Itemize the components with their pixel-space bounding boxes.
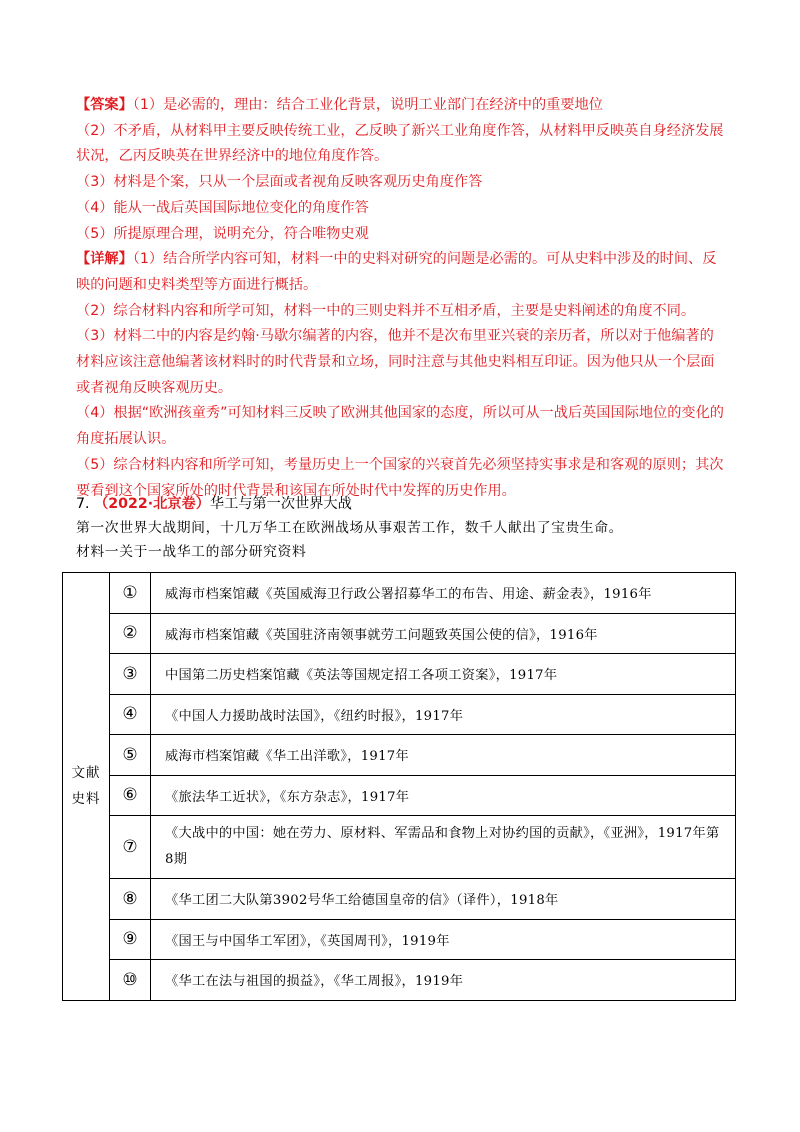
row-text: 《华工团二大队第3902号华工给德国皇帝的信》（译件），1918年 [151,879,736,920]
category-cell [63,573,110,1001]
category-label: 文献史料 [71,765,101,808]
row-number: ⑦ [110,816,151,879]
detail-4: （4）根据“欧洲孩童秀”可知材料三反映了欧洲其他国家的态度，所以可从一战后英国国际地位的变化的角度拓展认识。 [76,405,724,448]
materials-table [62,572,736,1001]
question-intro: 第一次世界大战期间，十几万华工在欧洲战场从事艰苦工作，数千人献出了宝贵生命。 [76,520,624,536]
question-heading [76,492,726,516]
row-text: 《国王与中国华工军团》，《英国周刊》，1919年 [151,919,736,960]
row-text: 《中国人力援助战时法国》，《纽约时报》，1917年 [151,694,736,735]
answer-tag: 【答案】 [76,97,133,113]
table-row [63,654,736,695]
row-number: ⑩ [110,960,151,1001]
question-7 [76,492,726,564]
row-text: 中国第二历史档案馆藏《英法等国规定招工各项工资案》，1917年 [151,654,736,695]
detail-tag: 【详解】 [76,251,133,268]
answer-5: （5）所提原理合理，说明充分，符合唯物史观 [76,225,369,242]
detail-2: （2）综合材料内容和所学可知，材料一中的三则史料并不互相矛盾，主要是史料阐述的角度不同。 [76,302,696,319]
row-text: 威海市档案馆藏《英国威海卫行政公署招募华工的布告、用途、薪金表》，1916年 [151,573,736,614]
detail-5: （5）综合材料内容和所学可知，考量历史上一个国家的兴衰首先必须坚持实事求是和客观的原则；其次要看到这个国家所处的时代背景和该国在所处时代中发挥的历史作用。 [76,456,724,499]
answer-2: （2）不矛盾，从材料甲主要反映传统工业，乙反映了新兴工业角度作答，从材料甲反映英自身经济发展状况，乙丙反映英在世界经济中的地位角度作答。 [76,122,724,165]
row-text: 威海市档案馆藏《华工出洋歌》，1917年 [151,735,736,776]
table-row [63,735,736,776]
row-text: 威海市档案馆藏《英国驻济南领事就劳工问题致英国公使的信》，1916年 [151,613,736,654]
answer-4: （4）能从一战后英国国际地位变化的角度作答 [76,199,369,216]
table-row [63,919,736,960]
answer-3: （3）材料是个案，只从一个层面或者视角反映客观历史角度作答 [76,174,483,191]
detail-line-1 [76,247,726,298]
detail-3: （3）材料二中的内容是约翰·马歇尔编著的内容，他并不是次布里亚兴衰的亲历者，所以对于他编著的材料应该注意他编著该材料时的时代背景和立场，同时注意与其他史料相互印证。因为他只从一个层面或者视角反映客观历史。 [76,328,715,396]
question-title: 华工与第一次世界大战 [209,496,352,512]
row-text: 《大战中的中国：她在劳力、原材料、军需品和食物上对协约国的贡献》，《亚洲》，1917年第8期 [151,816,736,879]
answer-section [76,93,726,504]
row-number: ③ [110,654,151,695]
material-title: 材料一关于一战华工的部分研究资料 [76,544,307,560]
table-row [63,879,736,920]
row-number: ④ [110,694,151,735]
answer-1: （1）是必需的，理由：结合工业化背景，说明工业部门在经济中的重要地位 [132,97,603,113]
row-number: ⑨ [110,919,151,960]
table-row [63,960,736,1001]
question-source: （2022·北京卷） [94,496,210,512]
table-row [63,613,736,654]
table-row [63,816,736,879]
row-number: ⑥ [110,775,151,816]
row-number: ⑤ [110,735,151,776]
row-text: 《旅法华工近状》，《东方杂志》，1917年 [151,775,736,816]
table-row [63,694,736,735]
row-text: 《华工在法与祖国的损益》，《华工周报》，1919年 [151,960,736,1001]
table-row [63,775,736,816]
row-number: ① [110,573,151,614]
answer-line-1 [76,93,726,119]
table-row [63,573,736,614]
detail-1: （1）结合所学内容可知，材料一中的史料对研究的问题是必需的。可从史料中涉及的时间、反映的问题和史料类型等方面进行概括。 [76,251,717,293]
row-number: ② [110,613,151,654]
row-number: ⑧ [110,879,151,920]
question-number: 7. [76,496,90,512]
